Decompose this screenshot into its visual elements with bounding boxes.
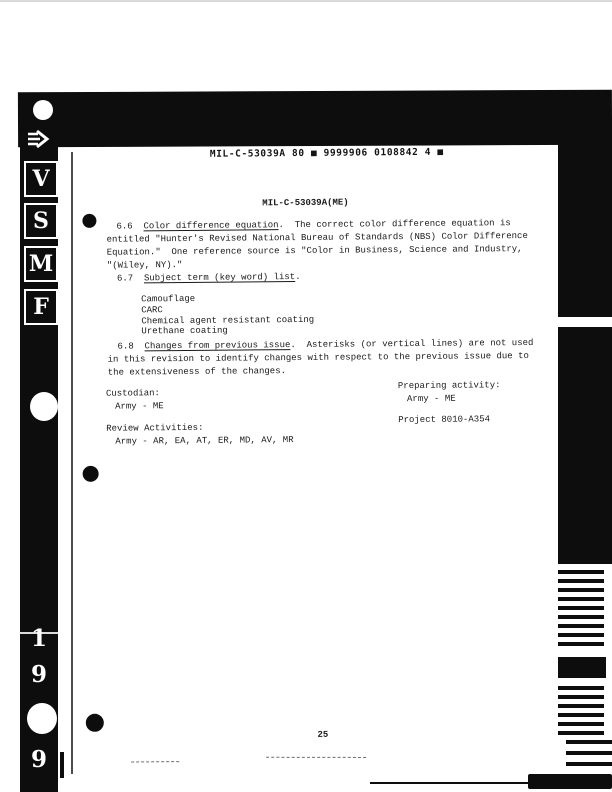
- review-activities-block: [106, 420, 386, 448]
- paragraph-line: Equation." One reference source is "Color in Business, Science and Industry,: [106, 244, 523, 258]
- paragraph-line: [107, 269, 537, 286]
- keyword-list: [141, 292, 441, 338]
- section-text: . Asterisks (or vertical lines) are not used: [290, 337, 534, 351]
- scan-scuff-mark: [266, 757, 366, 758]
- review-value: Army - AR, EA, AT, ER, MD, AV, MR: [115, 435, 294, 447]
- keyword-item: Chemical agent resistant coating: [141, 314, 315, 326]
- section-heading: Color difference equation: [143, 220, 279, 232]
- section-number: 6.6: [116, 221, 144, 232]
- sidebar-digit-label: 9: [30, 661, 47, 688]
- section-number: 6.7: [116, 273, 144, 284]
- section-text: .: [295, 271, 301, 283]
- punch-dot: [86, 714, 104, 732]
- project-number: Project 8010-A354: [398, 414, 491, 426]
- paragraph-line: the extensiveness of the changes.: [107, 366, 287, 378]
- preparing-value: Army - ME: [406, 393, 456, 405]
- section-6-7: [107, 269, 537, 286]
- header-barcode-stamp: MIL-C-53039A 80 ■ 9999906 0108842 4 ■: [209, 146, 444, 160]
- custodian-block: [106, 386, 346, 414]
- paragraph-line: in this revision to identify changes with respect to the previous issue due to: [107, 351, 529, 365]
- custodian-value: Army - ME: [115, 401, 164, 412]
- sidebar-letter-label: M: [28, 251, 54, 277]
- section-heading: Changes from previous issue: [144, 340, 291, 352]
- scan-scuff-mark: [131, 761, 179, 762]
- section-6-8: [107, 337, 537, 380]
- custodian-label: Custodian:: [105, 388, 160, 399]
- section-6-6: [106, 217, 536, 273]
- document-id-title: MIL-C-53039A(ME): [262, 197, 349, 209]
- paragraph-line: "(Wiley, NY).": [106, 260, 183, 271]
- sidebar-letter-label: S: [33, 208, 49, 234]
- page-number: 25: [317, 729, 329, 740]
- paragraph-line: entitled "Hunter's Revised National Bureau of Standards (NBS) Color Difference: [106, 231, 528, 245]
- keyword-item: Camouflage: [141, 293, 196, 305]
- preparing-activity-block: [398, 379, 558, 406]
- keyword-item: CARC: [141, 304, 163, 316]
- sidebar-letter-label: F: [33, 294, 49, 320]
- section-number: 6.8: [117, 341, 145, 352]
- section-heading: Subject term (key word) list: [143, 272, 296, 284]
- sidebar-digit-label: 9: [30, 746, 47, 773]
- punch-dot: [82, 214, 96, 228]
- sidebar-letter-label: V: [32, 166, 50, 192]
- review-label: Review Activities:: [106, 422, 204, 434]
- sidebar-digit-label: 1: [30, 625, 47, 652]
- section-text: . The correct color difference equation is: [278, 218, 511, 231]
- punch-dot: [83, 466, 99, 482]
- keyword-item: Urethane coating: [141, 326, 228, 337]
- preparing-label: Preparing activity:: [397, 380, 501, 392]
